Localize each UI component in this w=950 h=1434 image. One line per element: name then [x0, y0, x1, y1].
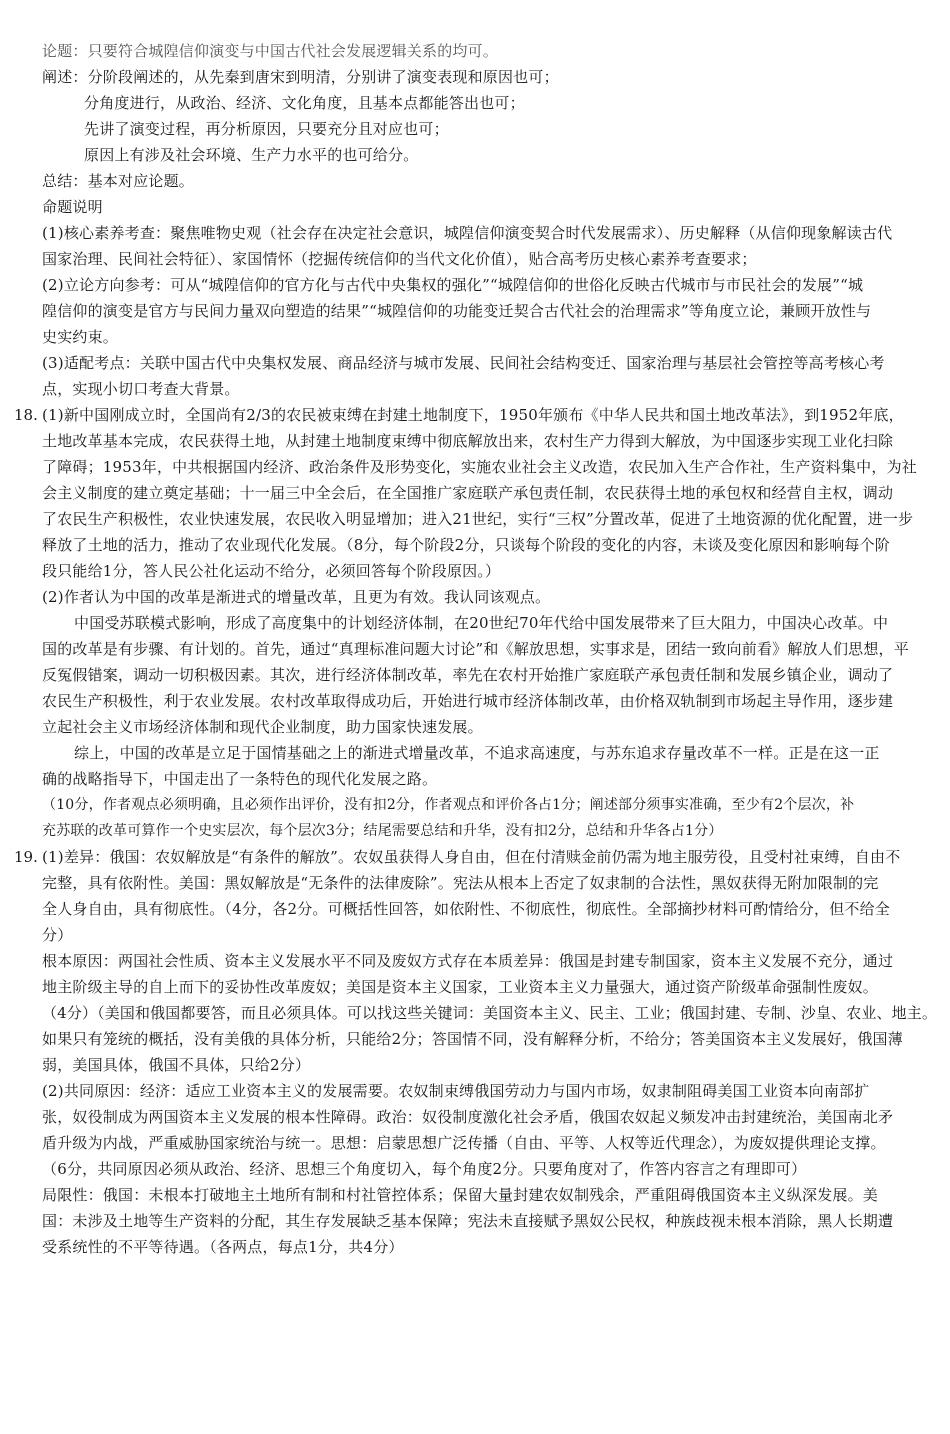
text-line: 会主义制度的建立奠定基础；十一届三中全会后，在全国推广家庭联产承包责任制，农民获得土地的承包权和经营自主权，调动: [42, 484, 894, 502]
text-line: 张，奴役制成为两国资本主义发展的根本性障碍。政治：奴役制度激化社会矛盾，俄国农奴起义频发冲击封建统治，美国南北矛: [42, 1108, 894, 1126]
text-line: 原因上有涉及社会环境、生产力水平的也可给分。: [84, 146, 419, 164]
text-line: 了农民生产积极性，农业快速发展，农民收入明显增加；进入21世纪，实行“三权”分置改革，促进了土地资源的优化配置，进一步: [42, 510, 914, 528]
text-line: 中国受苏联模式影响，形成了高度集中的计划经济体制，在20世纪70年代给中国发展带来了巨大阻力，中国决心改革。中: [74, 614, 889, 632]
text-line: 了障碍；1953年，中共根据国内经济、政治条件及形势变化，实施农业社会主义改造，农民加入生产合作社，生产资料集中，为社: [42, 458, 917, 476]
text-line: 弱，美国具体，俄国不具体，只给2分）: [42, 1056, 311, 1074]
text-line: 总结：基本对应论题。: [42, 172, 195, 190]
text-line: 受系统性的不平等待遇。（各两点，每点1分，共4分）: [42, 1238, 404, 1256]
text-line: (2)共同原因：经济：适应工业资本主义的发展需要。农奴制束缚俄国劳动力与国内市场，奴隶制阻碍美国工业资本向南部扩: [42, 1082, 870, 1100]
text-line: 段只能给1分，答人民公社化运动不给分，必须回答每个阶段原因。）: [42, 562, 501, 580]
text-line: 地主阶级主导的自上而下的妥协性改革废奴；美国是资本主义国家，工业资本主义力量强大，通过资产阶级革命强制性废奴。: [42, 978, 879, 996]
section-heading: 命题说明: [42, 198, 103, 216]
text-line: 史实约束。: [42, 328, 119, 346]
text-line: 分）: [42, 926, 73, 944]
text-line: 阐述：分阶段阐述的，从先秦到唐宋到明清，分别讲了演变表现和原因也可；: [42, 68, 559, 86]
text-line: 综上，中国的改革是立足于国情基础之上的渐进式增量改革，不追求高速度，与苏东追求存量改革不一样。正是在这一正: [74, 744, 880, 762]
text-line: 农民生产积极性，利于农业发展。农村改革取得成功后，开始进行城市经济体制改革，由价格双轨制到市场起主导作用，逐步建: [42, 692, 894, 710]
text-line: 反冤假错案，调动一切积极因素。其次，进行经济体制改革，率先在农村开始推广家庭联产承包责任制和发展乡镇企业，调动了: [42, 666, 894, 684]
text-line: 如果只有笼统的概括，没有美俄的具体分析，只能给2分；答国情不同，没有解释分析，不给分；答美国资本主义发展好，俄国薄: [42, 1030, 903, 1048]
text-line: 国的改革是有步骤、有计划的。首先，通过“真理标准问题大讨论”和《解放思想，实事求是，团结一致向前看》解放人们思想，平: [42, 640, 909, 658]
text-line: (1)差异：俄国：农奴解放是“有条件的解放”。农奴虽获得人身自由，但在付清赎金前仍需为地主服劳役，且受村社束缚，自由不: [42, 848, 901, 866]
text-line: 全人身自由，具有彻底性。（4分，各2分。可概括性回答，如依附性、不彻底性，彻底性。全部摘抄材料可酌情给分，但不给全: [42, 900, 890, 918]
text-line: 确的战略指导下，中国走出了一条特色的现代化发展之路。: [42, 770, 438, 788]
text-line: 国家治理、民间社会特征）、家国情怀（挖掘传统信仰的当代文化价值），贴合高考历史核心素养考查要求；: [42, 250, 757, 268]
text-line: 局限性：俄国：未根本打破地主土地所有制和村社管控体系；保留大量封建农奴制残余，严重阻碍俄国资本主义纵深发展。美: [42, 1186, 879, 1204]
text-line: 点，实现小切口考查大背景。: [42, 380, 240, 398]
text-line: 论题：只要符合城隍信仰演变与中国古代社会发展逻辑关系的均可。: [42, 42, 499, 58]
text-line: （6分，共同原因必须从政治、经济、思想三个角度切入，每个角度2分。只要角度对了，作答内容言之有理即可）: [42, 1160, 807, 1178]
text-line: 充苏联的改革可算作一个史实层次，每个层次3分；结尾需要总结和升华，没有扣2分，总结和升华各占1分）: [42, 823, 723, 839]
question-number: 18.: [14, 406, 38, 424]
text-line: (2)作者认为中国的改革是渐进式的增量改革，且更为有效。我认同该观点。: [42, 588, 551, 606]
text-line: 分角度进行，从政治、经济、文化角度，且基本点都能答出也可；: [84, 94, 525, 112]
text-line: 盾升级为内战，严重威胁国家统治与统一。思想：启蒙思想广泛传播（自由、平等、人权等近代理念），为废奴提供理论支撑。: [42, 1134, 886, 1152]
text-line: (1)核心素养考查：聚焦唯物史观（社会存在决定社会意识，城隍信仰演变契合时代发展需求）、历史解释（从信仰现象解读古代: [42, 224, 893, 242]
text-line: (1)新中国刚成立时，全国尚有2/3的农民被束缚在封建土地制度下，1950年颁布《中华人民共和国土地改革法》，到1952年底，: [42, 406, 904, 424]
text-line: (2)立论方向参考：可从“城隍信仰的官方化与古代中央集权的强化”“城隍信仰的世俗化反映古代城市与市民社会的发展”“城: [42, 276, 864, 294]
text-line: 先讲了演变过程，再分析原因，只要充分且对应也可；: [84, 120, 449, 138]
text-line: （4分）（美国和俄国都要答，而且必须具体。可以找这些关键词：美国资本主义、民主、工业；俄国封建、专制、沙皇、农业、地主。: [42, 1004, 938, 1022]
text-line: 释放了土地的活力，推动了农业现代化发展。（8分，每个阶段2分，只谈每个阶段的变化的内容，未谈及变化原因和影响每个阶: [42, 536, 890, 554]
text-line: 隍信仰的演变是官方与民间力量双向塑造的结果”“城隍信仰的功能变迁契合古代社会的治理需求”等角度立论，兼顾开放性与: [42, 302, 872, 320]
text-line: 完整，具有依附性。美国：黑奴解放是“无条件的法律废除”。宪法从根本上否定了奴隶制的合法性，黑奴获得无附加限制的完: [42, 874, 879, 892]
text-line: 土地改革基本完成，农民获得土地，从封建土地制度束缚中彻底解放出来，农村生产力得到大解放，为中国逐步实现工业化扫除: [42, 432, 894, 450]
text-line: （10分，作者观点必须明确，且必须作出评价，没有扣2分，作者观点和评价各占1分；阐述部分须事实准确，至少有2个层次，补: [42, 797, 855, 813]
text-line: (3)适配考点：关联中国古代中央集权发展、商品经济与城市发展、民间社会结构变迁、国家治理与基层社会管控等高考核心考: [42, 354, 885, 372]
text-line: 立起社会主义市场经济体制和现代企业制度，助力国家快速发展。: [42, 718, 483, 736]
question-number: 19.: [14, 848, 38, 866]
text-line: 国：未涉及土地等生产资料的分配，其生存发展缺乏基本保障；宪法未直接赋予黑奴公民权，种族歧视未根本消除，黑人长期遭: [42, 1212, 894, 1230]
text-line: 根本原因：两国社会性质、资本主义发展水平不同及废奴方式存在本质差异：俄国是封建专制国家，资本主义发展不充分，通过: [42, 952, 894, 970]
